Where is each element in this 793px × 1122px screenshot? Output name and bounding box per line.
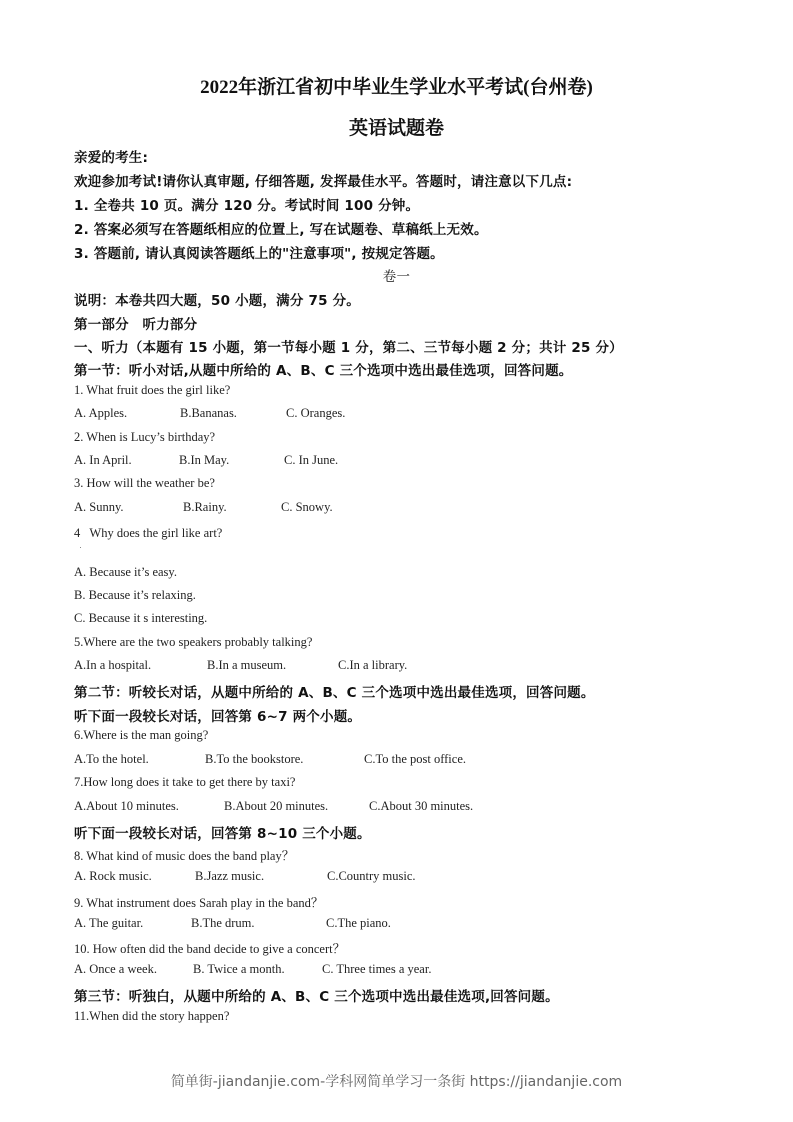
- q4-option-c: C. Because it s interesting.: [74, 611, 208, 625]
- q10-option-a: A. Once a week.: [74, 962, 157, 976]
- question-6: 6.Where is the man going?: [74, 728, 209, 742]
- q6-option-c: C.To the post office.: [364, 752, 467, 766]
- question-9: 9. What instrument does Sarah play in the band？: [74, 896, 324, 910]
- q8-option-c: C.Country music.: [327, 869, 416, 883]
- volume-label: 卷一: [382, 269, 411, 285]
- q4-option-a: A. Because it’s easy.: [74, 565, 177, 579]
- question-1: 1. What fruit does the girl like?: [74, 383, 231, 397]
- question-10: 10. How often did the band decide to give a concert？: [74, 942, 346, 956]
- q2-option-a: A. In April.: [74, 453, 132, 467]
- question-4: 4 Why does the girl like art?: [74, 526, 223, 540]
- q8-option-b: B.Jazz music.: [195, 869, 265, 883]
- question-8: 8. What kind of music does the band play？: [74, 849, 295, 863]
- q1-option-a: A. Apples.: [74, 406, 128, 420]
- q3-option-b: B.Rainy.: [183, 500, 227, 514]
- stray-mark: [80, 547, 81, 548]
- note-1: 1. 全卷共 10 页。满分 120 分。考试时间 100 分钟。: [74, 198, 420, 214]
- section1-heading: 第一节：听小对话,从题中所给的 A、B、C 三个选项中选出最佳选项，回答问题。: [74, 363, 573, 379]
- volume-description: 说明：本卷共四大题，50 小题，满分 75 分。: [74, 293, 360, 309]
- section2-heading: 第二节：听较长对话，从题中所给的 A、B、C 三个选项中选出最佳选项，回答问题。: [74, 685, 595, 701]
- section3-heading: 第三节：听独白，从题中所给的 A、B、C 三个选项中选出最佳选项,回答问题。: [74, 989, 559, 1005]
- q10-option-c: C. Three times a year.: [322, 962, 432, 976]
- q6-option-a: A.To the hotel.: [74, 752, 149, 766]
- q1-option-c: C. Oranges.: [286, 406, 346, 420]
- part-title: 第一部分 听力部分: [74, 317, 198, 333]
- q7-option-c: C.About 30 minutes.: [369, 799, 474, 813]
- note-3: 3. 答题前, 请认真阅读答题纸上的"注意事项", 按规定答题。: [74, 246, 444, 262]
- q5-option-a: A.In a hospital.: [74, 658, 152, 672]
- dialogue1-instruction: 听下面一段较长对话，回答第 6~7 两个小题。: [74, 709, 362, 725]
- q9-option-c: C.The piano.: [326, 916, 391, 930]
- q5-option-b: B.In a museum.: [207, 658, 287, 672]
- q7-option-b: B.About 20 minutes.: [224, 799, 329, 813]
- q9-option-b: B.The drum.: [191, 916, 255, 930]
- note-2: 2. 答案必须写在答题纸相应的位置上, 写在试题卷、草稿纸上无效。: [74, 222, 488, 238]
- q4-option-b: B. Because it’s relaxing.: [74, 588, 196, 602]
- q2-option-c: C. In June.: [284, 453, 339, 467]
- greeting: 亲爱的考生:: [74, 150, 149, 166]
- exam-title: 2022年浙江省初中毕业生学业水平考试(台州卷): [200, 77, 593, 98]
- dialogue2-instruction: 听下面一段较长对话，回答第 8~10 三个小题。: [74, 826, 371, 842]
- exam-subtitle: 英语试题卷: [348, 117, 444, 139]
- q6-option-b: B.To the bookstore.: [205, 752, 304, 766]
- q2-option-b: B.In May.: [179, 453, 230, 467]
- q3-option-c: C. Snowy.: [281, 500, 333, 514]
- watermark-footer: 简单街-jiandanjie.com-学科网简单学习一条街 https://jiandanjie.com: [170, 1074, 623, 1090]
- question-3: 3. How will the weather be?: [74, 476, 215, 490]
- q10-option-b: B. Twice a month.: [193, 962, 285, 976]
- question-7: 7.How long does it take to get there by taxi?: [74, 775, 296, 789]
- q9-option-a: A. The guitar.: [74, 916, 144, 930]
- q5-option-c: C.In a library.: [338, 658, 408, 672]
- listening-heading: 一、听力（本题有 15 小题，第一节每小题 1 分，第二、三节每小题 2 分；共计 25 分）: [74, 340, 623, 356]
- question-11: 11.When did the story happen?: [74, 1009, 230, 1023]
- question-5: 5.Where are the two speakers probably talking?: [74, 635, 313, 649]
- welcome-text: 欢迎参加考试!请你认真审题, 仔细答题, 发挥最佳水平。答题时，请注意以下几点:: [74, 174, 573, 190]
- q1-option-b: B.Bananas.: [180, 406, 237, 420]
- q8-option-a: A. Rock music.: [74, 869, 152, 883]
- q3-option-a: A. Sunny.: [74, 500, 124, 514]
- q7-option-a: A.About 10 minutes.: [74, 799, 179, 813]
- question-2: 2. When is Lucy’s birthday?: [74, 430, 216, 444]
